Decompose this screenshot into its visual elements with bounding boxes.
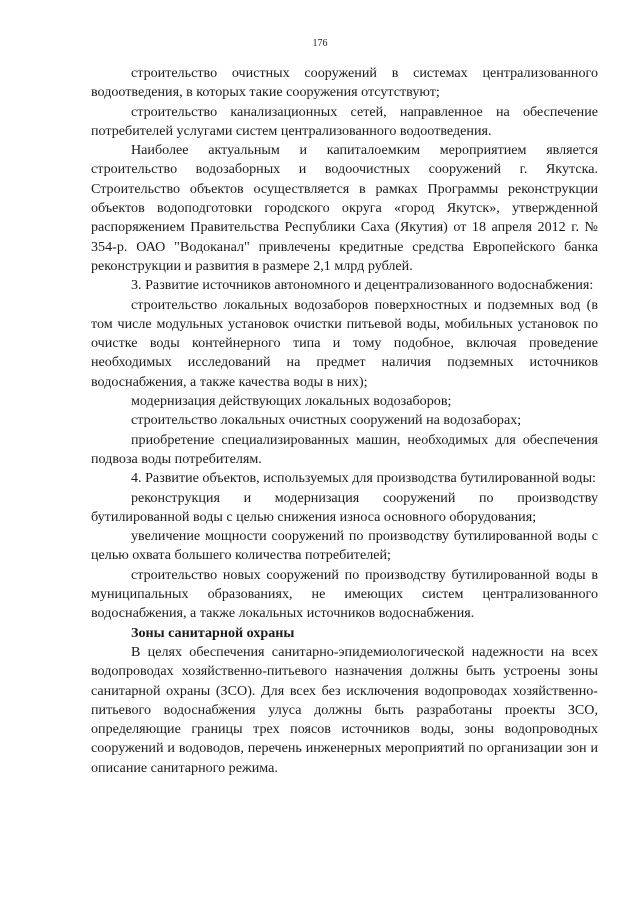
page-number: 176: [312, 38, 328, 49]
paragraph: строительство локальных водозаборов поверхностных и подземных вод (в том числе модульных установок очистки питьевой воды, мобильных установок по очистке воды контейнерного типа и тому подобное, включая проведение необходимых исследований на предмет наличия подземных источников водоснабжения, а также качества воды в них);: [91, 296, 598, 390]
paragraph: строительство новых сооружений по производству бутилированной воды в муниципальных образованиях, не имеющих систем централизованного водоснабжения, а также локальных источников водоснабжения.: [91, 566, 598, 622]
paragraph: строительство локальных очистных сооружений на водозаборах;: [131, 412, 522, 429]
paragraph: приобретение специализированных машин, необходимых для обеспечения подвоза воды потребителям.: [91, 431, 598, 467]
paragraph: строительство очистных сооружений в системах централизованного водоотведения, в которых такие сооружения отсутствуют;: [91, 65, 598, 101]
paragraph: Наиболее актуальным и капиталоемким мероприятием является строительство водозаборных и водоочистных сооружений г. Якутска. Строительство объектов осуществляется в рамках Программы реконструкции объектов водоподготовки городского округа «город Якутск», утвержденной распоряжением Правительства Республики Саха (Якутия) от 18 апреля 2012 г. № 354-р. ОАО "Водоканал" привлечены кредитные средства Европейского банка реконструкции и развития в размере 2,1 млрд рублей.: [91, 142, 598, 274]
document-body: [91, 64, 598, 778]
paragraph: увеличение мощности сооружений по производству бутилированной воды с целью охвата большего количества потребителей;: [91, 528, 598, 564]
paragraph: В целях обеспечения санитарно-эпидемиологической надежности на всех водопроводах хозяйственно-питьевого назначения должны быть устроены зоны санитарной охраны (ЗСО). Для всех без исключения водопроводах хозяйственно-питьевого водоснабжения улуса должны быть разработаны проекты ЗСО, определяющие границы трех поясов источников воды, зоны водопроводных сооружений и водоводов, перечень инженерных мероприятий по организации зон и описание санитарного режима.: [91, 643, 598, 776]
paragraph: модернизация действующих локальных водозаборов;: [131, 393, 452, 410]
paragraph: 3. Развитие источников автономного и децентрализованного водоснабжения:: [131, 277, 594, 294]
paragraph: строительство канализационных сетей, направленное на обеспечение потребителей услугами систем централизованного водоотведения.: [91, 103, 598, 139]
paragraph: 4. Развитие объектов, используемых для производства бутилированной воды:: [131, 470, 596, 487]
paragraph: реконструкция и модернизация сооружений по производству бутилированной воды с целью снижения износа основного оборудования;: [91, 489, 598, 525]
section-heading: Зоны санитарной охраны: [131, 624, 295, 641]
